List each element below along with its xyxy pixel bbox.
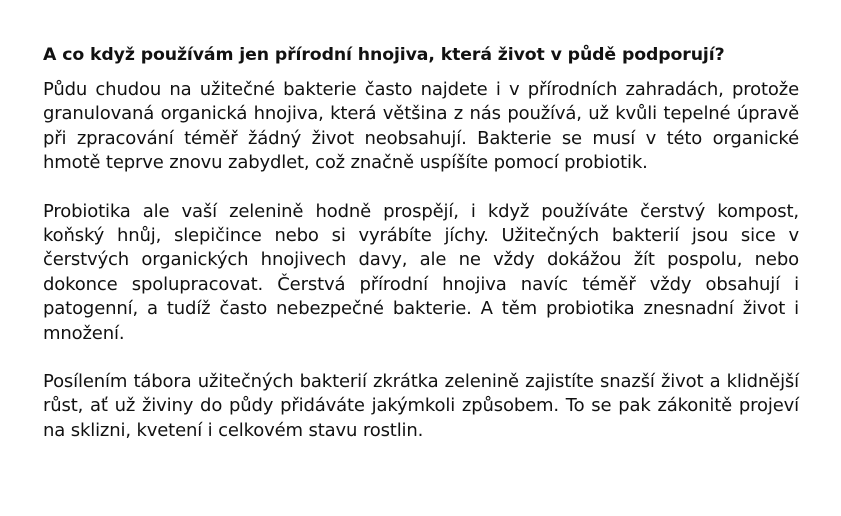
article — [43, 43, 799, 443]
article-paragraph: Půdu chudou na užitečné bakterie často najdete i v přírodních zahradách, protože granulovaná organická hnojiva, která většina z nás používá, už kvůli tepelné úpravě při zpracování téměř žádný život neobsahují. Bakterie se musí v této organické hmotě teprve znovu zabydlet, což značně uspíšíte pomocí probiotik. — [43, 79, 799, 174]
article-paragraph: Posílením tábora užitečných bakterií zkrátka zelenině zajistíte snazší život a klidnější růst, ať už živiny do půdy přidáváte jakýmkoli způsobem. To se pak zákonitě projeví na sklizni, kvetení i celkovém stavu rostlin. — [43, 371, 799, 441]
article-heading: A co když používám jen přírodní hnojiva, která život v půdě podporují? — [43, 45, 725, 65]
article-paragraph: Probiotika ale vaší zelenině hodně prospějí, i když používáte čerstvý kompost, koňský hnůj, slepičince nebo si vyrábíte jíchy. Užitečných bakterií jsou sice v čerstvých organických hnojivech davy, ale ne vždy dokážou žít pospolu, nebo dokonce spolupracovat. Čerstvá přírodní hnojiva navíc téměř vždy obsahují i patogenní, a tudíž často nebezpečné bakterie. A těm probiotika znesnadní život i množení. — [43, 200, 799, 344]
